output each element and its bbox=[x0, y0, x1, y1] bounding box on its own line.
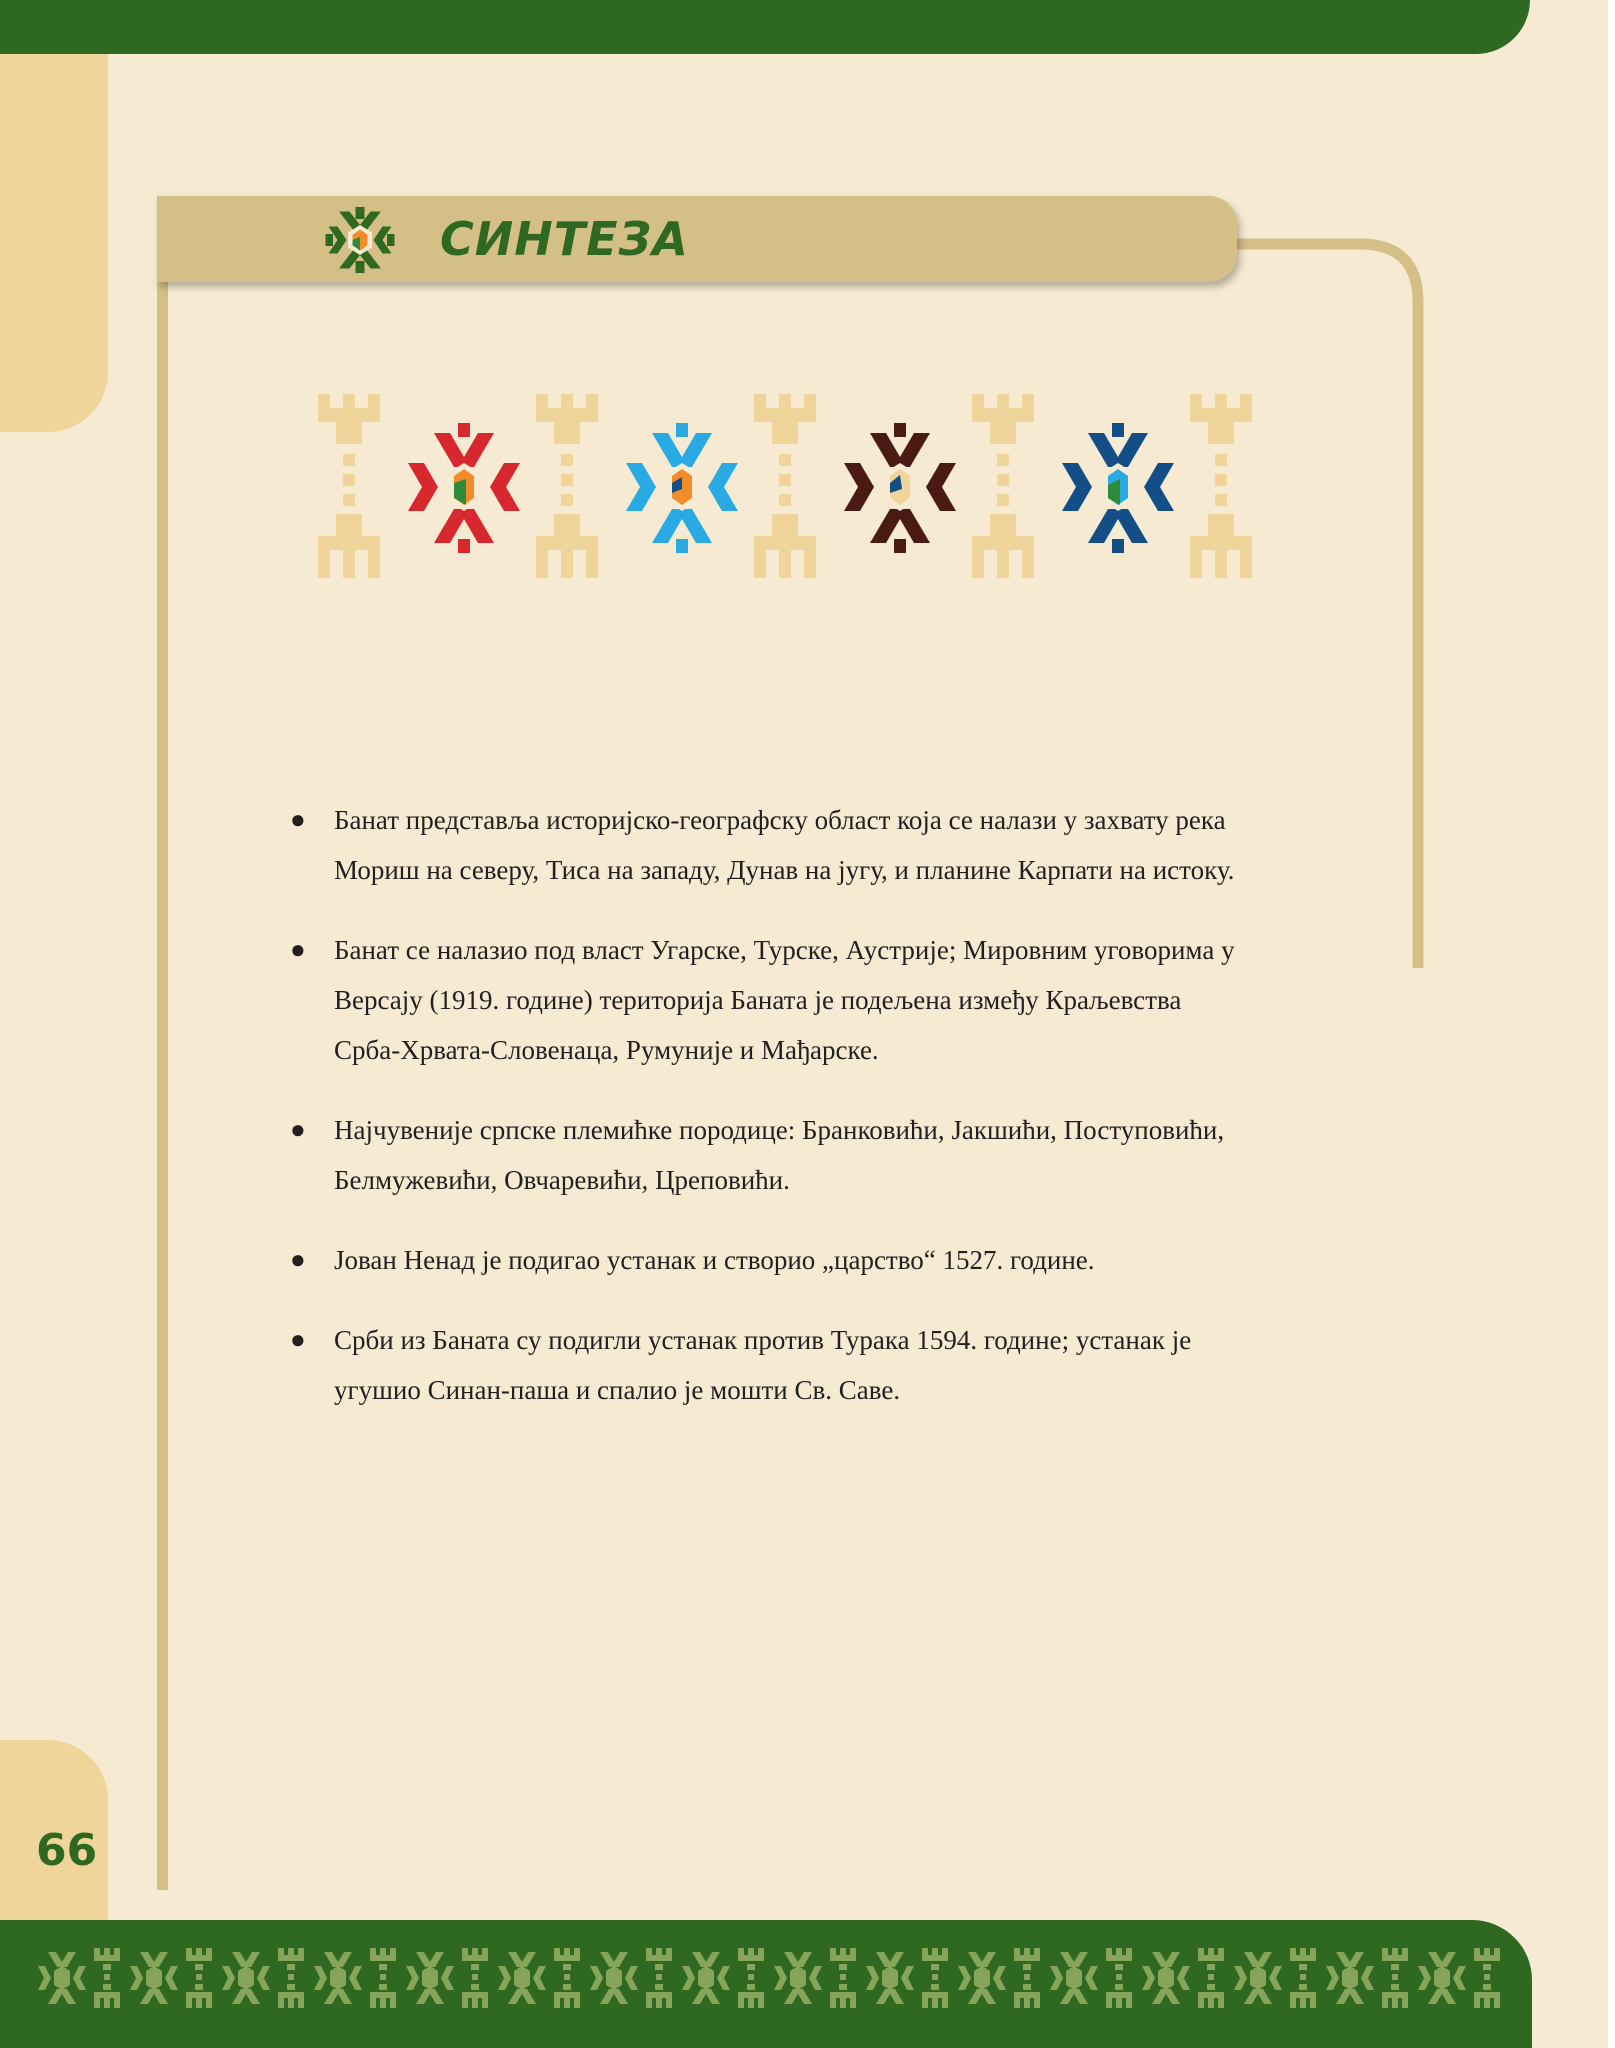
bullet-icon: ● bbox=[290, 935, 306, 964]
bottom-bar bbox=[0, 1920, 1532, 2048]
bottom-ornament-pattern bbox=[0, 1920, 1532, 2048]
list-item: ● Најчувеније српске племићке породице: Бранковићи, Јакшићи, Поступовићи, Белмужевићи, Овчаревићи, Црeповићи. bbox=[290, 1105, 1250, 1205]
folk-motif-icon bbox=[318, 204, 402, 276]
folk-motif-icon bbox=[408, 423, 520, 553]
ornament-row bbox=[318, 390, 1258, 580]
folk-motif-icon bbox=[844, 423, 956, 553]
page-edge bbox=[1608, 0, 1615, 2048]
top-bar bbox=[0, 0, 1530, 54]
folk-motif-icon bbox=[1062, 423, 1174, 553]
frame-vertical-line bbox=[157, 198, 168, 1890]
list-item: ● Банат се налазио под власт Угарске, Турске, Аустрије; Мировним уговорима у Версају (1919. године) територија Баната је подељена између Краљевства Срба-Хрвата-Словенаца, Румуније и Мађарске. bbox=[290, 925, 1250, 1075]
tower-motif-icon bbox=[1190, 394, 1252, 578]
synthesis-list bbox=[290, 795, 1250, 1415]
bullet-icon: ● bbox=[290, 1325, 306, 1354]
list-item: ● Срби из Баната су подигли устанак против Турака 1594. године; устанак је угушио Синан-паша и спалио је мошти Св. Саве. bbox=[290, 1315, 1250, 1415]
bullet-icon: ● bbox=[290, 1115, 306, 1144]
tower-motif-icon bbox=[318, 394, 380, 578]
bullet-icon: ● bbox=[290, 1245, 306, 1274]
folk-motif-icon bbox=[626, 423, 738, 553]
list-item: ● Јован Ненад је подигао устанак и створио „царство“ 1527. године. bbox=[290, 1235, 1250, 1285]
left-tab-top bbox=[0, 54, 108, 432]
tower-motif-icon bbox=[536, 394, 598, 578]
bullet-icon: ● bbox=[290, 805, 306, 834]
page-title: СИНТЕЗА bbox=[440, 212, 689, 266]
synthesis-content bbox=[290, 795, 1250, 1445]
tower-motif-icon bbox=[754, 394, 816, 578]
tower-motif-icon bbox=[972, 394, 1034, 578]
page-number: 66 bbox=[36, 1825, 98, 1876]
list-item: ● Банат представља историјско-географску област која се налази у захвату река Мориш на северу, Тиса на западу, Дунав на југу, и планине Карпати на истоку. bbox=[290, 795, 1250, 895]
